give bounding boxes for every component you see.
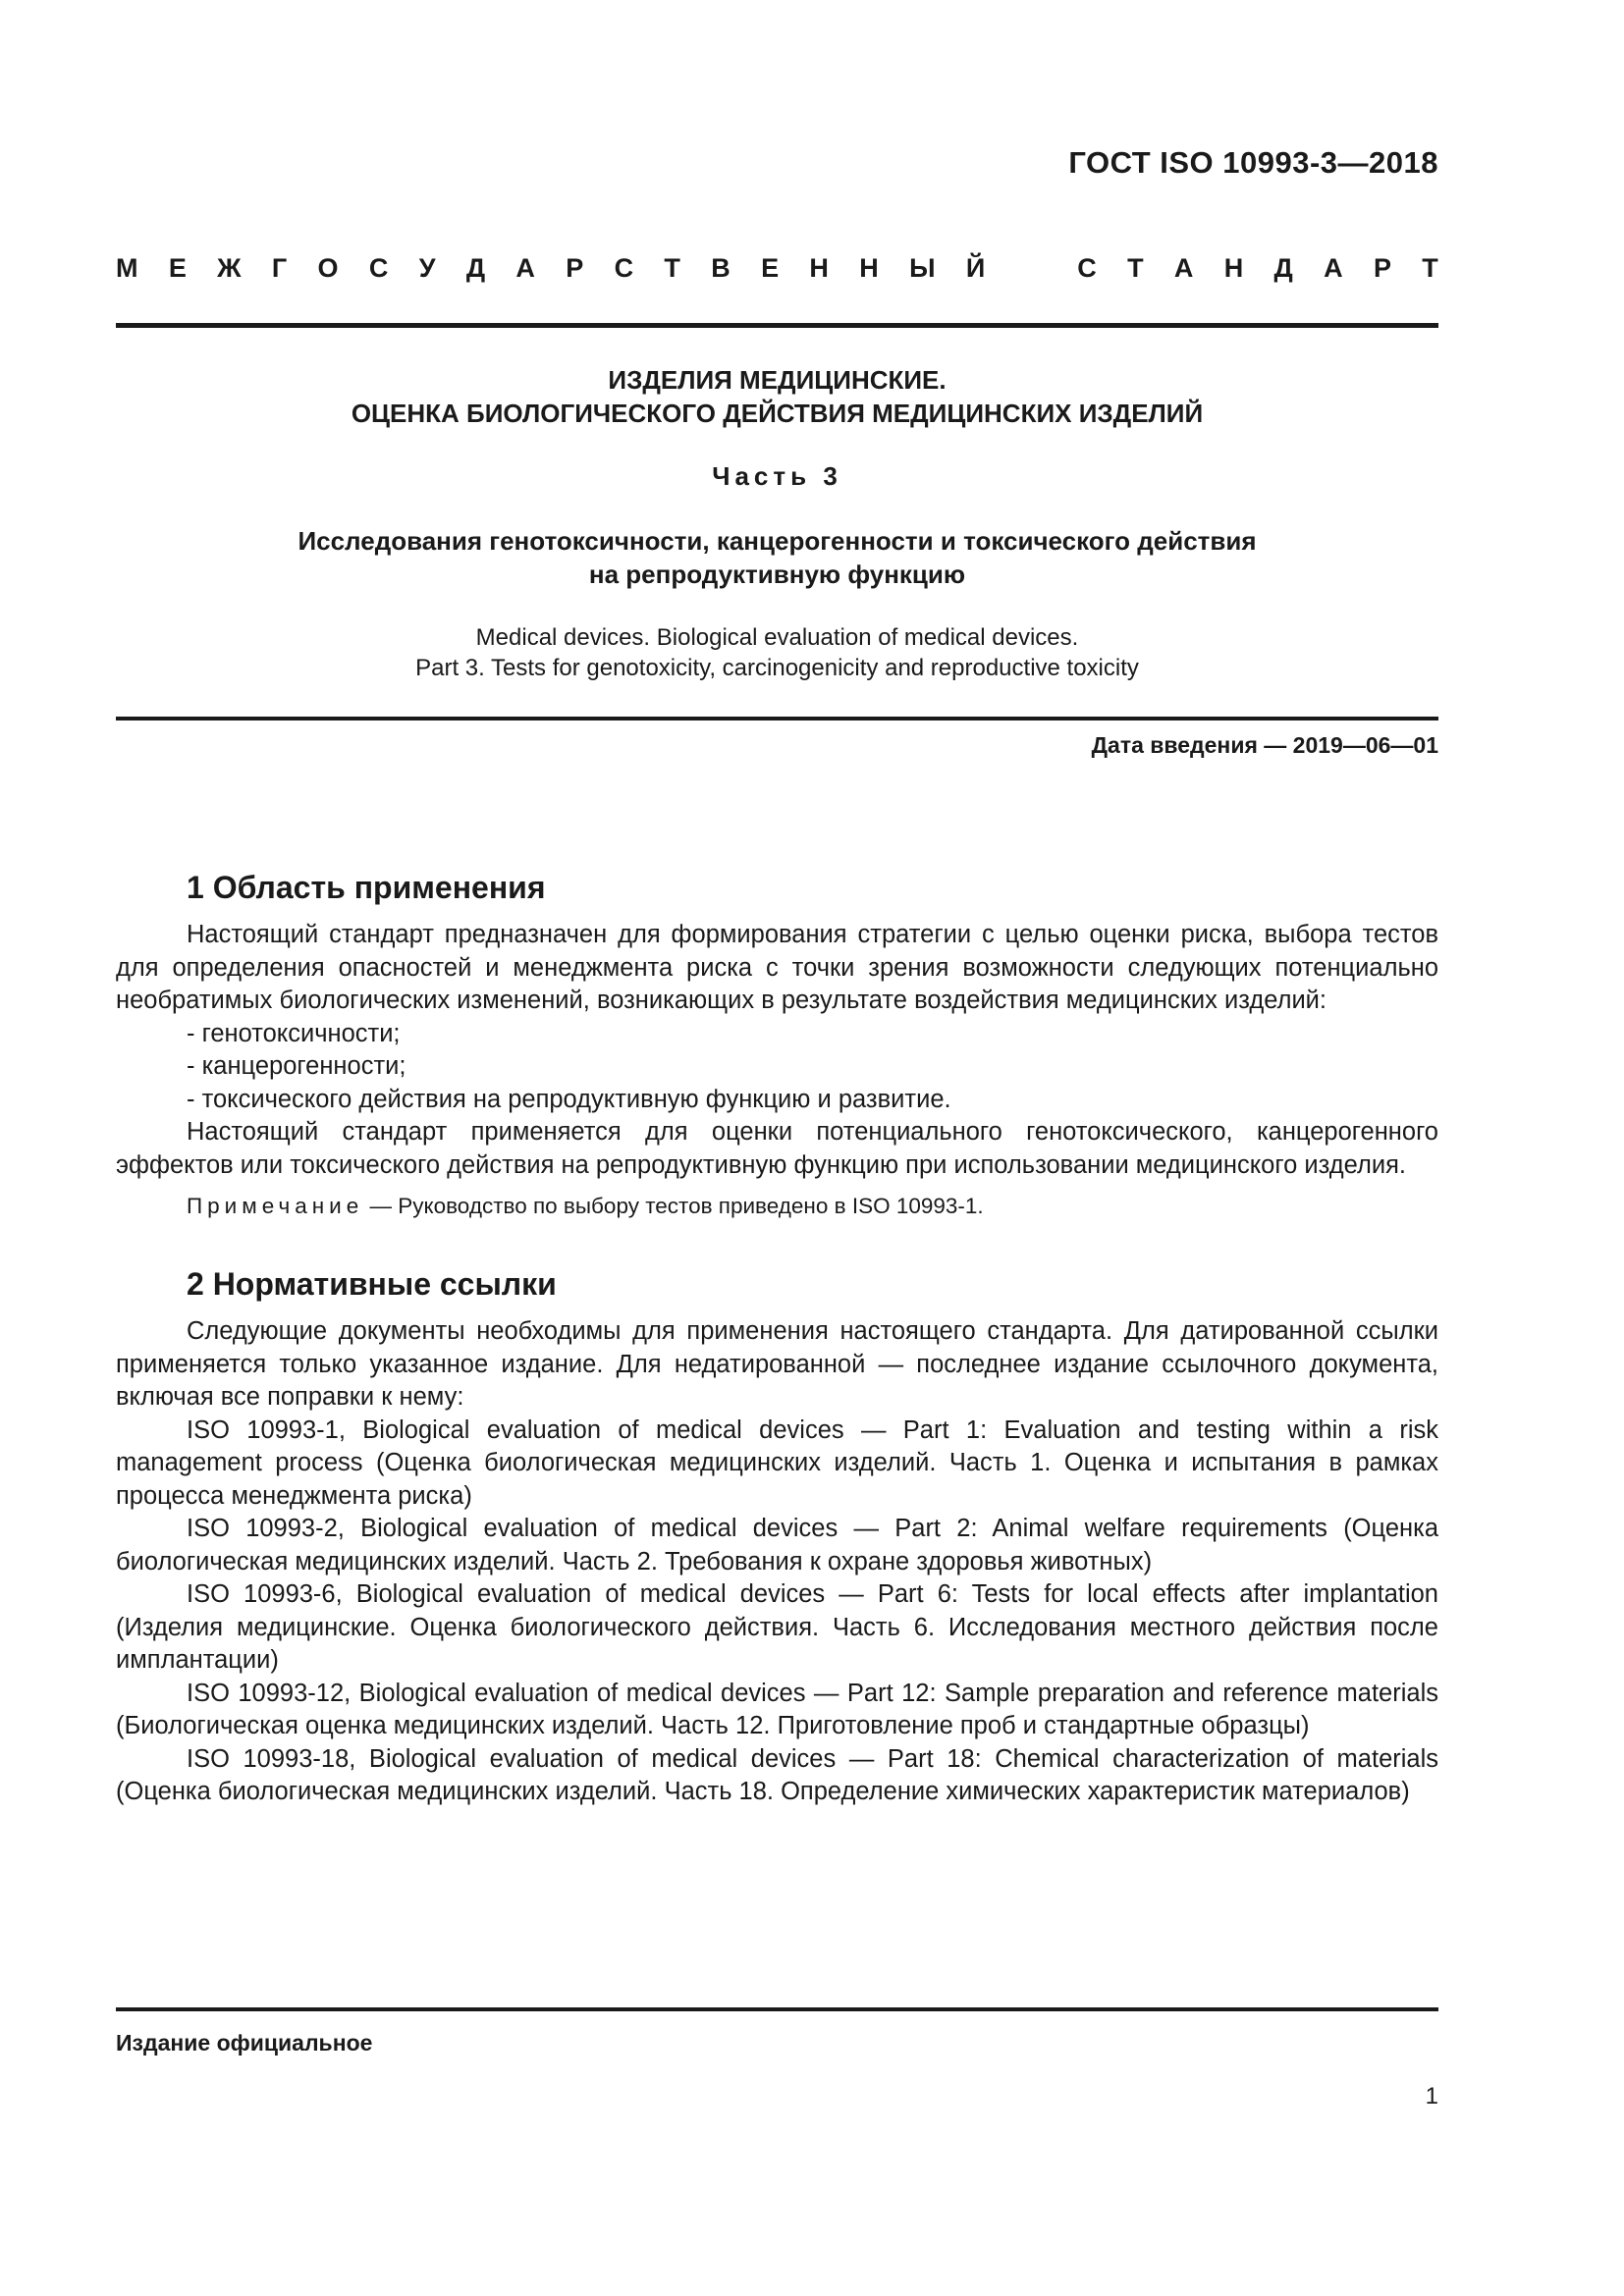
list-item: - токсического действия на репродуктивную функцию и развитие. (187, 1085, 951, 1113)
letter: Д (465, 253, 486, 283)
note-text: — Руководство по выбору тестов приведено в ISO 10993-1. (363, 1194, 984, 1218)
letter: М (116, 253, 138, 283)
standard-number: ГОСТ ISO 10993-3—2018 (1068, 145, 1438, 180)
document-body (116, 864, 1438, 1809)
letter: В (711, 253, 731, 283)
letter: А (1324, 253, 1343, 283)
interstate-standard-heading (116, 253, 1438, 284)
letter: Й (965, 253, 986, 283)
note (116, 1192, 1438, 1221)
letter: О (317, 253, 339, 283)
letter: Н (809, 253, 829, 283)
letter: С (368, 253, 389, 283)
page-number: 1 (1425, 2083, 1438, 2109)
section-1-paragraph-2: Настоящий стандарт применяется для оценки потенциального генотоксического, канцерогенного эффектов или токсического действия на репродуктивную функцию при использовании медицинского изделия. (116, 1118, 1438, 1179)
reference-item: ISO 10993-6, Biological evaluation of medical devices — Part 6: Tests for local effects after implantation (Изделия медицинские. Оценка биологического действия. Часть 6. Исследования местного действия после имплантации) (116, 1580, 1438, 1674)
list-item: - генотоксичности; (187, 1019, 401, 1047)
letter: У (418, 253, 436, 283)
english-title-line-2: Part 3. Tests for genotoxicity, carcinogenicity and reproductive toxicity (415, 655, 1139, 681)
reference-item: ISO 10993-18, Biological evaluation of medical devices — Part 18: Chemical characterization of materials (Оценка биологическая медицинских изделий. Часть 18. Определение химических характеристик материалов) (116, 1744, 1438, 1805)
letter: Н (859, 253, 879, 283)
footer-divider (116, 2007, 1438, 2011)
document-subtitle (116, 524, 1438, 591)
official-edition-label: Издание официальное (116, 2030, 373, 2056)
introduction-date: Дата введения — 2019—06—01 (1091, 732, 1438, 758)
letter: Е (761, 253, 780, 283)
letter: Р (566, 253, 584, 283)
reference-item: ISO 10993-1, Biological evaluation of medical devices — Part 1: Evaluation and testing within a risk management process (Оценка биологическая медицинских изделий. Часть 1. Оценка и испытания в рамках процесса менеджмента риска) (116, 1415, 1438, 1510)
section-1-paragraph: Настоящий стандарт предназначен для формирования стратегии с целью оценки риска, выбора тестов для определения опасностей и менеджмента риска с точки зрения возможности следующих потенциально необратимых биологических изменений, возникающих в результате воздействия медицинских изделий: (116, 921, 1438, 1014)
section-1-list (116, 1018, 1438, 1117)
english-title (116, 622, 1438, 683)
letter: Т (1127, 253, 1144, 283)
letter: Д (1273, 253, 1293, 283)
title-divider (116, 717, 1438, 721)
letter: Р (1373, 253, 1391, 283)
letter: Т (1422, 253, 1438, 283)
part-label: Часть 3 (712, 461, 842, 491)
section-2-paragraph: Следующие документы необходимы для применения настоящего стандарта. Для датированной ссылки применяется только указанное издание. Для недатированной — последнее издание ссылочного документа, включая все поправки к нему: (116, 1317, 1438, 1411)
title-line-2: ОЦЕНКА БИОЛОГИЧЕСКОГО ДЕЙСТВИЯ МЕДИЦИНСКИХ ИЗДЕЛИЙ (351, 399, 1204, 428)
document-title (116, 363, 1438, 430)
subtitle-line-1: Исследования генотоксичности, канцерогенности и токсического действия (298, 526, 1257, 556)
list-item: - канцерогенности; (187, 1052, 406, 1080)
letter: Ы (909, 253, 936, 283)
english-title-line-1: Medical devices. Biological evaluation of medical devices. (475, 624, 1079, 651)
letter: Н (1223, 253, 1244, 283)
letter: А (515, 253, 535, 283)
letter: А (1173, 253, 1194, 283)
note-label: Примечание (187, 1194, 364, 1218)
section-2-heading: 2 Нормативные ссылки (187, 1266, 557, 1302)
reference-item: ISO 10993-12, Biological evaluation of medical devices — Part 12: Sample preparation and reference materials (Биологическая оценка медицинских изделий. Часть 12. Приготовление проб и стандартные образцы) (116, 1679, 1438, 1739)
letter: С (614, 253, 634, 283)
letter: С (1077, 253, 1097, 283)
section-1-heading: 1 Область применения (187, 870, 546, 905)
letter: Ж (217, 253, 242, 283)
title-line-1: ИЗДЕЛИЯ МЕДИЦИНСКИЕ. (608, 365, 947, 395)
letter: Е (168, 253, 187, 283)
reference-item: ISO 10993-2, Biological evaluation of medical devices — Part 2: Animal welfare requirements (Оценка биологическая медицинских изделий. Часть 2. Требования к охране здоровья животных) (116, 1515, 1438, 1575)
header-divider (116, 323, 1438, 328)
letter: Г (271, 253, 288, 283)
letter: Т (664, 253, 680, 283)
subtitle-line-2: на репродуктивную функцию (588, 560, 966, 589)
